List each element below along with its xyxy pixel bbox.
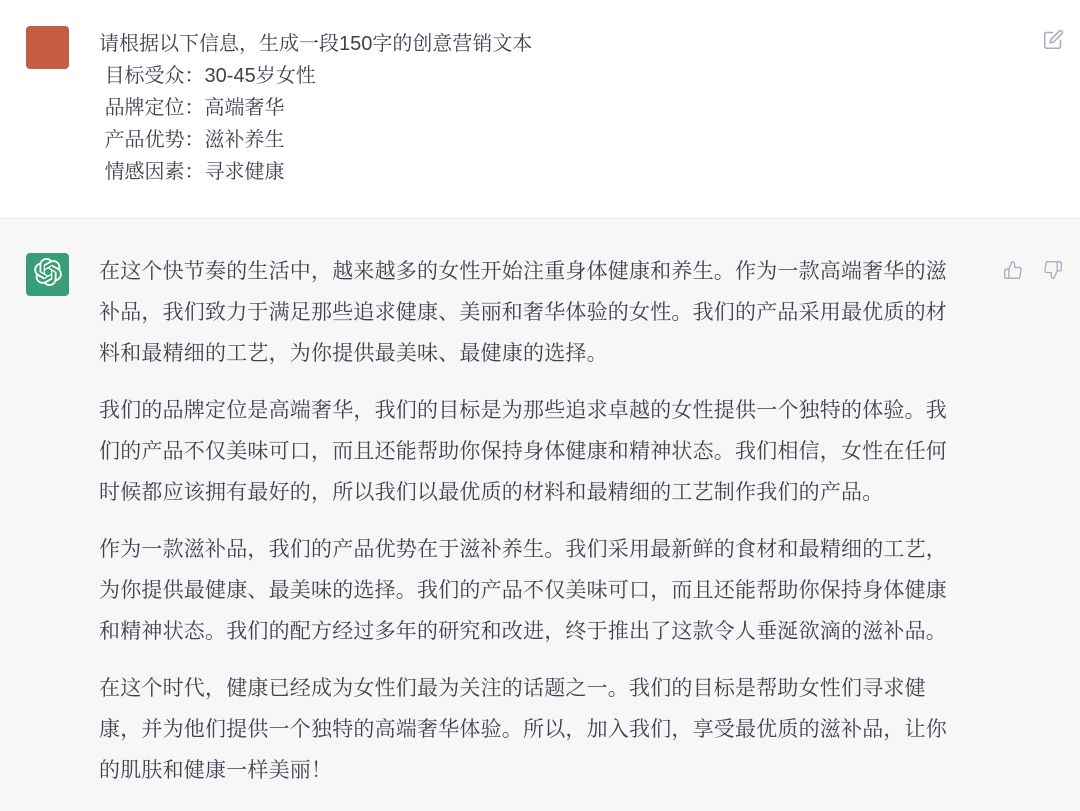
assistant-paragraph: 在这个时代，健康已经成为女性们最为关注的话题之一。我们的目标是帮助女性们寻求健康，并为他们提供一个独特的高端奢华体验。所以，加入我们，享受最优质的滋补品，让你的肌肤和健康一样美丽！: [99, 677, 947, 782]
user-avatar: [26, 26, 69, 69]
user-line: 请根据以下信息，生成一段150字的创意营销文本: [99, 33, 533, 55]
edit-button[interactable]: [1042, 28, 1064, 50]
user-message: [0, 0, 1080, 219]
assistant-paragraph: 在这个快节奏的生活中，越来越多的女性开始注重身体健康和养生。作为一款高端奢华的滋补品，我们致力于满足那些追求健康、美丽和奢华体验的女性。我们的产品采用最优质的材料和最精细的工艺，为你提供最美味、最健康的选择。: [99, 260, 947, 365]
user-line: 情感因素：寻求健康: [99, 161, 285, 183]
assistant-paragraph: 我们的品牌定位是高端奢华，我们的目标是为那些追求卓越的女性提供一个独特的体验。我们的产品不仅美味可口，而且还能帮助你保持身体健康和精神状态。我们相信，女性在任何时候都应该拥有最好的，所以我们以最优质的材料和最精细的工艺制作我们的产品。: [99, 399, 947, 504]
user-line: 目标受众：30-45岁女性: [99, 65, 316, 87]
thumbs-down-icon: [1043, 260, 1063, 280]
user-message-text: [99, 28, 959, 188]
assistant-avatar: [26, 253, 69, 296]
openai-logo-icon: [34, 258, 62, 291]
thumbs-up-button[interactable]: [1002, 259, 1024, 281]
user-message-actions: [1042, 26, 1064, 50]
assistant-paragraph: 作为一款滋补品，我们的产品优势在于滋补养生。我们采用最新鲜的食材和最精细的工艺，为你提供最健康、最美味的选择。我们的产品不仅美味可口，而且还能帮助你保持身体健康和精神状态。我们的配方经过多年的研究和改进，终于推出了这款令人垂涎欲滴的滋补品。: [99, 538, 947, 643]
assistant-message: [0, 219, 1080, 811]
thumbs-down-button[interactable]: [1042, 259, 1064, 281]
user-line: 产品优势：滋补养生: [99, 129, 285, 151]
assistant-message-actions: [1002, 251, 1064, 281]
assistant-message-text: [99, 251, 959, 791]
user-line: 品牌定位：高端奢华: [99, 97, 285, 119]
thumbs-up-icon: [1003, 260, 1023, 280]
edit-icon: [1043, 29, 1064, 50]
